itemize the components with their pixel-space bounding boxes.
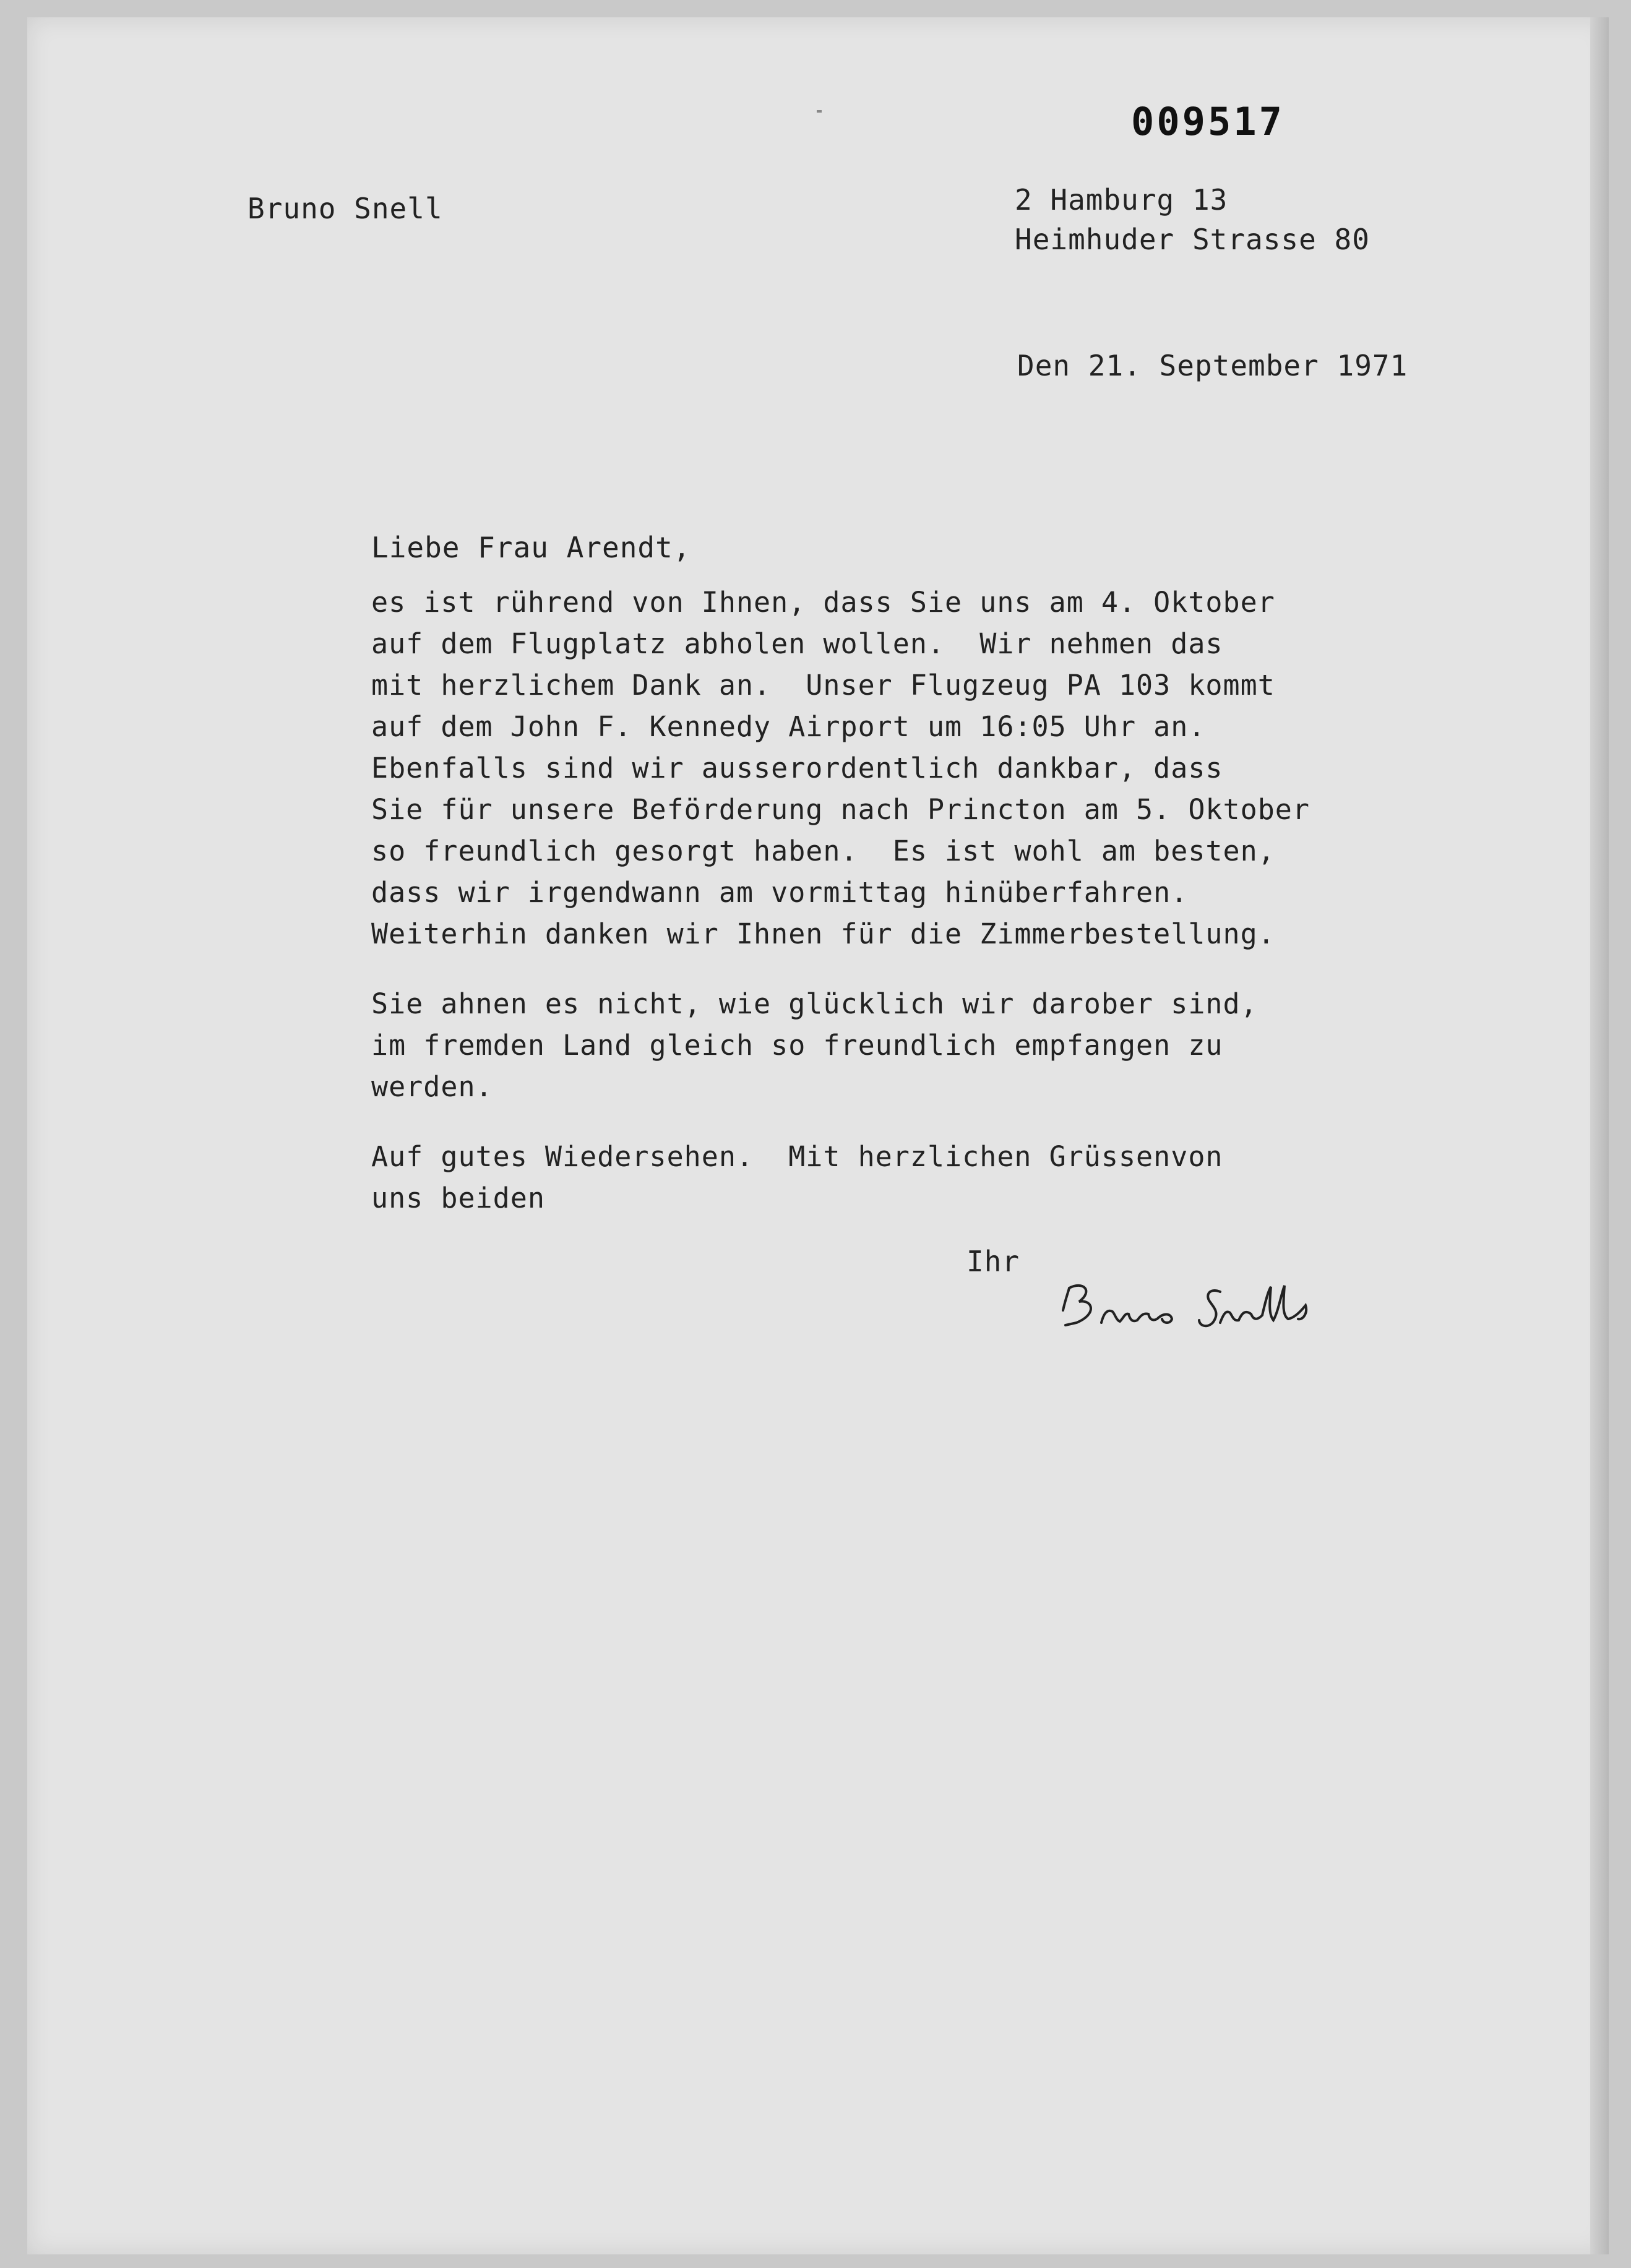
address-line-2: Heimhuder Strasse 80 (1015, 223, 1370, 256)
letter-date: Den 21. September 1971 (1017, 349, 1408, 382)
body-line: auf dem Flugplatz abholen wollen. Wir nehmen das (371, 627, 1223, 660)
body-line: im fremden Land gleich so freundlich empfangen zu (371, 1029, 1223, 1062)
body-line: uns beiden (371, 1182, 545, 1214)
sheet-edge (1590, 17, 1609, 2254)
paper-mark (817, 110, 822, 113)
body-line: so freundlich gesorgt haben. Es ist wohl am besten, (371, 835, 1275, 867)
body-line: mit herzlichem Dank an. Unser Flugzeug PA 103 kommt (371, 669, 1275, 702)
body-line: es ist rührend von Ihnen, dass Sie uns am 4. Oktober (371, 586, 1275, 619)
body-line: Weiterhin danken wir Ihnen für die Zimmerbestellung. (371, 917, 1275, 950)
body-line: werden. (371, 1070, 493, 1103)
handwritten-signature (1058, 1274, 1392, 1349)
address-line-1: 2 Hamburg 13 (1015, 183, 1228, 217)
paragraph-gap (371, 1107, 1460, 1136)
paragraph-gap (371, 955, 1460, 983)
body-line: dass wir irgendwann am vormittag hinüberfahren. (371, 876, 1189, 909)
body-line: Auf gutes Wiedersehen. Mit herzlichen Grüssenvon (371, 1140, 1223, 1173)
letter-body (371, 582, 1460, 1219)
body-line: auf dem John F. Kennedy Airport um 16:05 Uhr an. (371, 710, 1206, 743)
salutation: Liebe Frau Arendt, (371, 531, 691, 564)
archive-number: 009517 (1131, 99, 1285, 144)
closing: Ihr (966, 1245, 1020, 1278)
body-line: Ebenfalls sind wir ausserordentlich dankbar, dass (371, 752, 1223, 784)
sender-name: Bruno Snell (247, 192, 443, 225)
body-line: Sie für unsere Beförderung nach Princton am 5. Oktober (371, 793, 1310, 826)
body-line: Sie ahnen es nicht, wie glücklich wir darober sind, (371, 987, 1258, 1020)
